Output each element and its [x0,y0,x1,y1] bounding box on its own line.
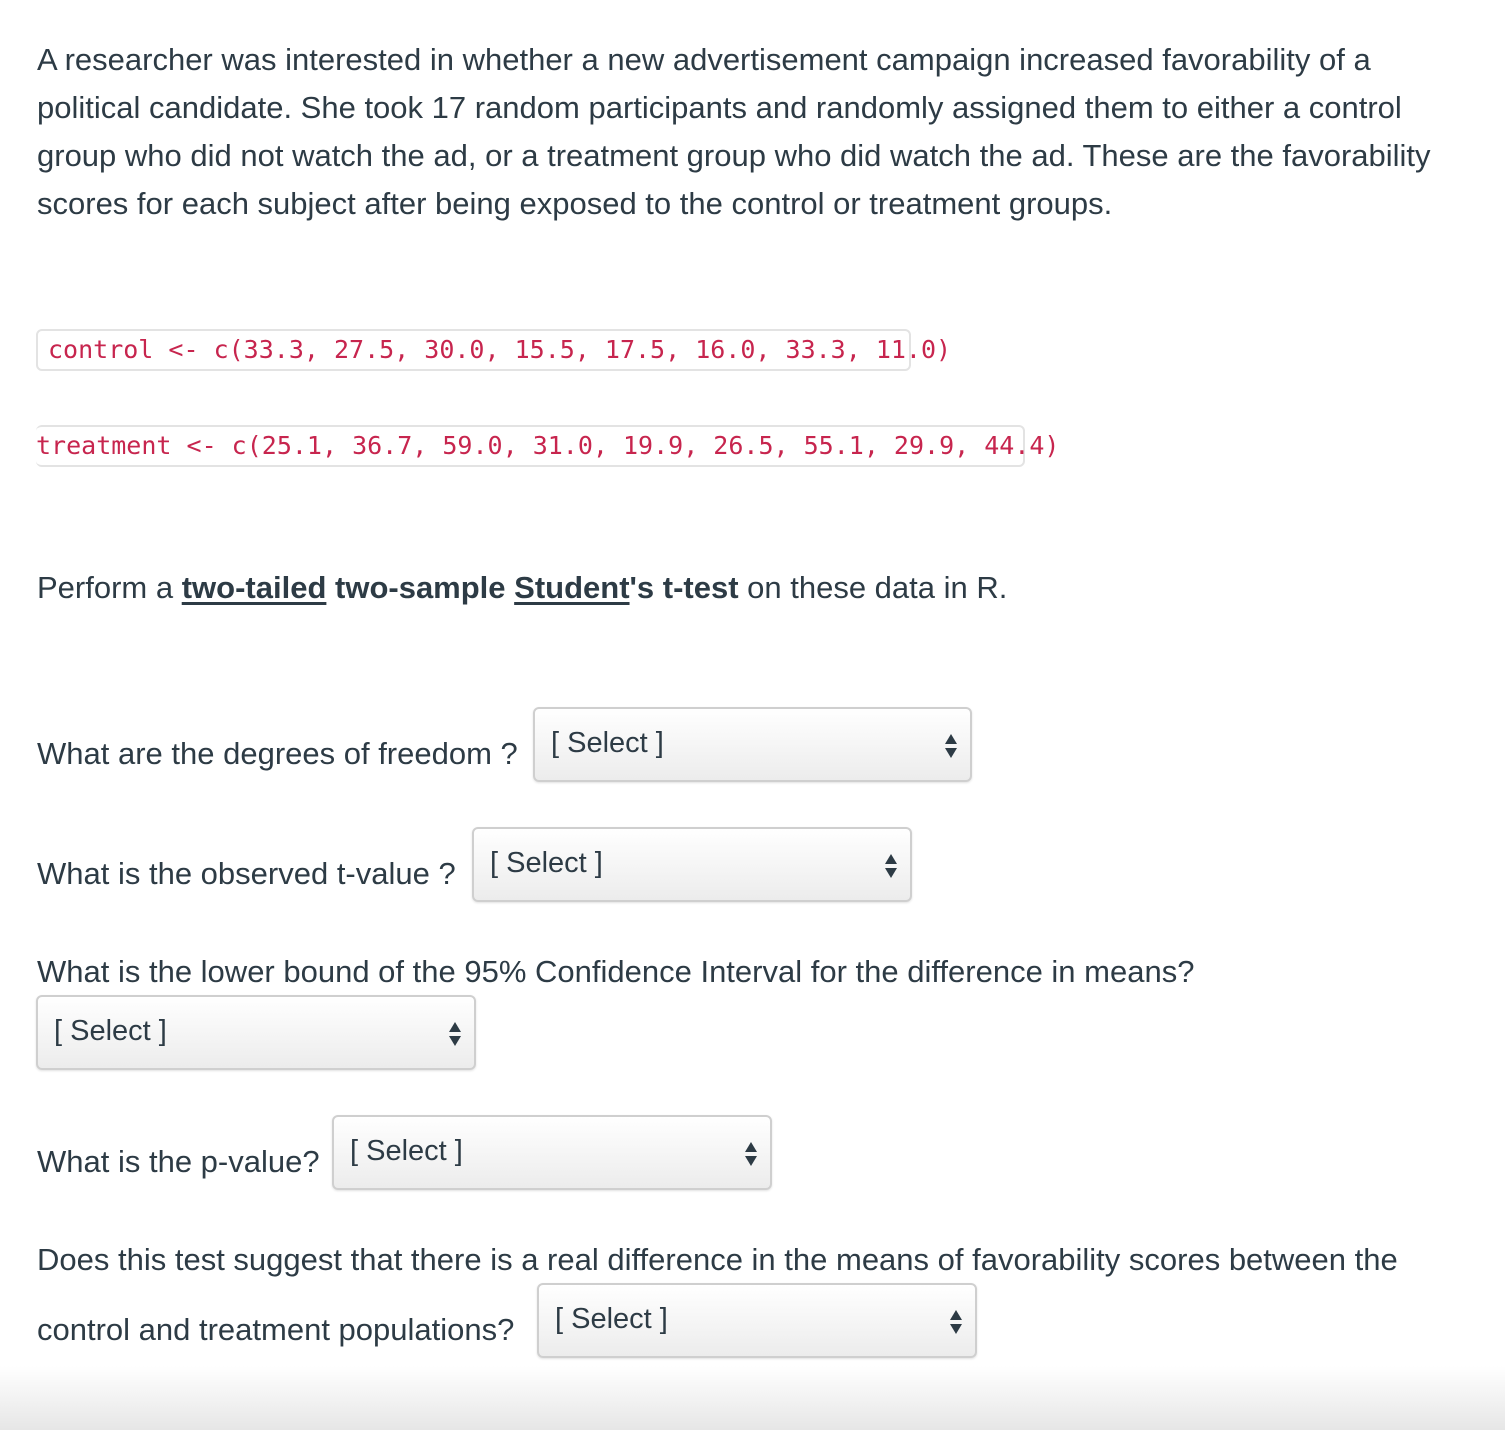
student-term: Student [514,570,630,605]
confidence-interval-question: What is the lower bound of the 95% Confidence Interval for the difference in means? [37,954,1195,989]
up-down-arrows-icon [944,733,958,759]
instruction-prefix: Perform a [37,570,182,605]
control-code: control <- c(33.3, 27.5, 30.0, 15.5, 17.5, 16.0, 33.3, 11.0) [36,329,911,371]
p-value-select-value: [ Select ] [350,1135,463,1167]
two-sample-term: two-sample [326,570,515,605]
t-value-question: What is the observed t-value ? [37,856,456,891]
instruction-text [37,566,1007,610]
confidence-interval-select[interactable] [36,995,476,1070]
degrees-of-freedom-select[interactable] [533,707,972,782]
t-value-select[interactable] [472,827,912,902]
p-value-question: What is the p-value? [37,1144,320,1179]
t-test-term: 's t-test [629,570,739,605]
instruction-suffix: on these data in R. [738,570,1008,605]
t-value-select-value: [ Select ] [490,847,603,879]
real-difference-question-line2: control and treatment populations? [37,1312,515,1347]
real-difference-select-value: [ Select ] [555,1303,668,1335]
up-down-arrows-icon [744,1141,758,1167]
up-down-arrows-icon [949,1309,963,1335]
up-down-arrows-icon [884,853,898,879]
treatment-code: treatment <- c(25.1, 36.7, 59.0, 31.0, 19.9, 26.5, 55.1, 29.9, 44.4) [36,425,1025,467]
p-value-select[interactable] [332,1115,772,1190]
confidence-interval-select-value: [ Select ] [54,1015,167,1047]
footer-shade [0,1366,1505,1430]
degrees-of-freedom-select-value: [ Select ] [551,727,664,759]
degrees-of-freedom-question: What are the degrees of freedom ? [37,736,518,771]
real-difference-question-line1: Does this test suggest that there is a real difference in the means of favorability scores between the [37,1242,1398,1277]
real-difference-select[interactable] [537,1283,977,1358]
question-intro: A researcher was interested in whether a new advertisement campaign increased favorability of a political candidate. She took 17 random participants and randomly assigned them to either a control group who did not watch the ad, or a treatment group who did watch the ad. These are the favorability scores for each subject after being exposed to the control or treatment groups. [37,42,1431,221]
two-tailed-term: two-tailed [181,570,327,605]
up-down-arrows-icon [448,1021,462,1047]
